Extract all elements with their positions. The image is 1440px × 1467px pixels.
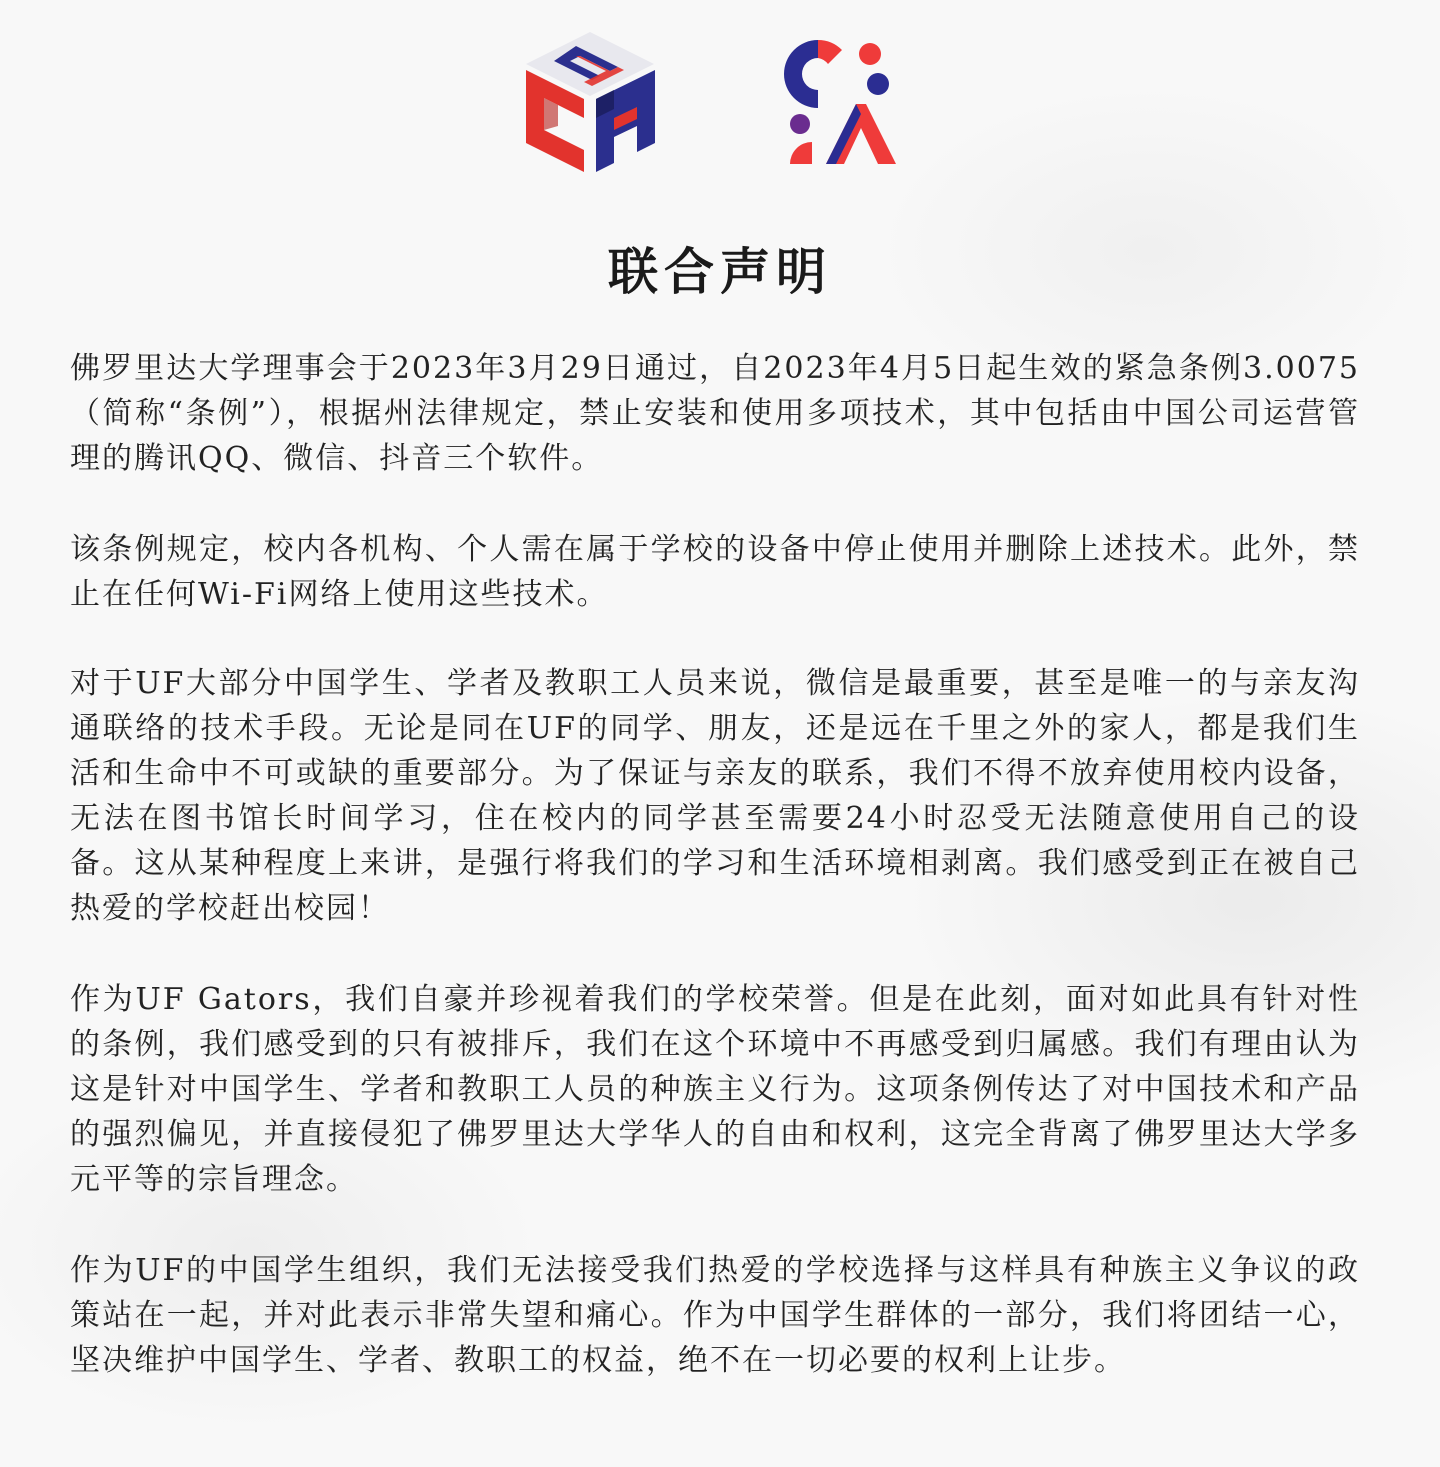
ufcsa-logo: [770, 32, 910, 172]
paragraph-5: 作为UF的中国学生组织，我们无法接受我们热爱的学校选择与这样具有种族主义争议的政策站在一起，并对此表示非常失望和痛心。作为中国学生群体的一部分，我们将团结一心，坚决维护中国学生、学者、教职工的权益，绝不在一切必要的权利上让步。: [70, 1253, 1360, 1378]
statement-body: [70, 346, 1360, 1429]
logo-row: [0, 22, 1440, 182]
cssa-logo: [518, 26, 663, 178]
paragraph-3: 对于UF大部分中国学生、学者及教职工人员来说，微信是最重要，甚至是唯一的与亲友沟通联络的技术手段。无论是同在UF的同学、朋友，还是远在千里之外的家人，都是我们生活和生命中不可或缺的重要部分。为了保证与亲友的联系，我们不得不放弃使用校内设备，无法在图书馆长时间学习，住在校内的同学甚至需要24小时忍受无法随意使用自己的设备。这从某种程度上来讲，是强行将我们的学习和生活环境相剥离。我们感受到正在被自己热爱的学校赶出校园！: [70, 666, 1360, 926]
page-title: 联合声明: [608, 242, 832, 301]
paragraph-2: 该条例规定，校内各机构、个人需在属于学校的设备中停止使用并删除上述技术。此外，禁止在任何Wi-Fi网络上使用这些技术。: [70, 532, 1360, 612]
paragraph-1: 佛罗里达大学理事会于2023年3月29日通过，自2023年4月5日起生效的紧急条例3.0075（简称“条例”），根据州法律规定，禁止安装和使用多项技术，其中包括由中国公司运营管理的腾讯QQ、微信、抖音三个软件。: [70, 351, 1360, 476]
paragraph-4: 作为UF Gators，我们自豪并珍视着我们的学校荣誉。但是在此刻，面对如此具有针对性的条例，我们感受到的只有被排斥，我们在这个环境中不再感受到归属感。我们有理由认为这是针对中国学生、学者和教职工人员的种族主义行为。这项条例传达了对中国技术和产品的强烈偏见，并直接侵犯了佛罗里达大学华人的自由和权利，这完全背离了佛罗里达大学多元平等的宗旨理念。: [70, 982, 1360, 1197]
